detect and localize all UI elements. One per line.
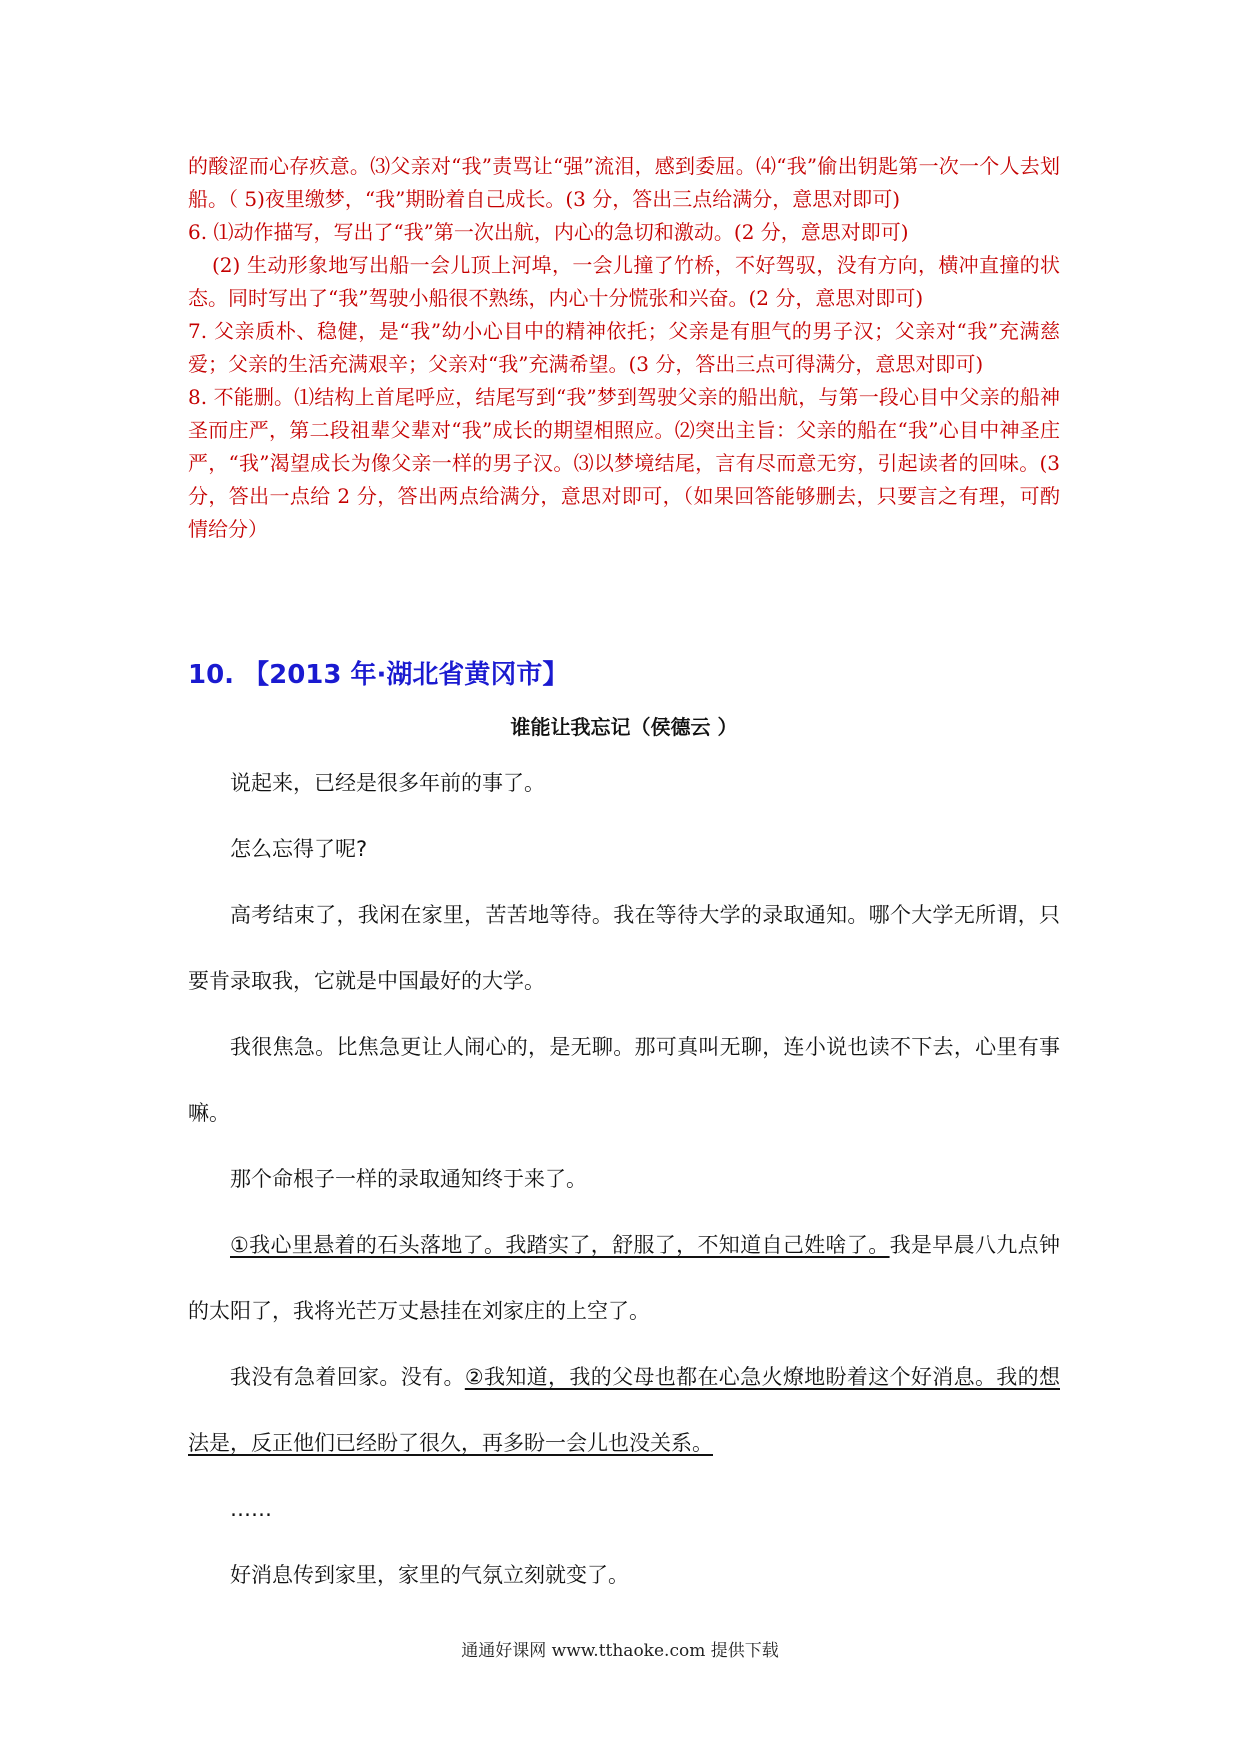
story-paragraph: 好消息传到家里，家里的气氛立刻就变了。 (230, 1563, 629, 1587)
section-heading: 10. 【2013 年·湖北省黄冈市】 (188, 660, 569, 690)
story-text: 我没有急着回家。没有。 (230, 1365, 465, 1389)
underlined-sentence-1: ①我心里悬着的石头落地了。我踏实了，舒服了，不知道自己姓啥了。 (230, 1233, 890, 1257)
story-paragraph: 那个命根子一样的录取通知终于来了。 (230, 1167, 587, 1191)
answer-q5-continued: 的酸涩而心存疚意。⑶父亲对“我”责骂让“强”流泪，感到委屈。⑷“我”偷出钥匙第一次一个人去划 船。（ 5)夜里缴梦，“我”期盼着自己成长。(3 分，答出三点给满分，意思对即可) (188, 154, 1060, 211)
answer-q6-part2: (2) 生动形象地写出船一会儿顶上河埠，一会儿撞了竹桥，不好驾驭，没有方向，横冲直撞的状态。同时写出了“我”驾驶小船很不熟练，内心十分慌张和兴奋。(2 分，意思对即可) (188, 253, 1060, 310)
answer-q6-part1: 6. ⑴动作描写，写出了“我”第一次出航，内心的急切和激动。(2 分，意思对即可) (188, 220, 909, 244)
story-paragraph (188, 1344, 1060, 1476)
answer-q8: 8. 不能删。⑴结构上首尾呼应，结尾写到“我”梦到驾驶父亲的船出航，与第一段心目中父亲的船神圣而庄严，第二段祖辈父辈对“我”成长的期望相照应。⑵突出主旨：父亲的船在“我”心目中神圣庄严，“我”渴望成长为像父亲一样的男子汉。⑶以梦境结尾，言有尽而意无穷，引起读者的回味。(3 分，答出一点给 2 分，答出两点给满分，意思对即可，（如果回答能够删去，只要言之有理，可酌情给分） (188, 385, 1060, 541)
story-paragraph: 怎么忘得了呢? (230, 837, 368, 861)
story-body (188, 750, 1060, 1608)
document-page (188, 0, 1060, 1754)
page-footer: 通通好课网 www.tthaoke.com 提供下载 (461, 1641, 779, 1661)
story-paragraph: 我很焦急。比焦急更让人闹心的，是无聊。那可真叫无聊，连小说也读不下去，心里有事嘛。 (188, 1035, 1060, 1125)
story-paragraph: 说起来，已经是很多年前的事了。 (230, 771, 545, 795)
story-title: 谁能让我忘记（侯德云 ） (510, 715, 738, 739)
answer-key (188, 150, 1060, 546)
story-paragraph: 高考结束了，我闲在家里，苦苦地等待。我在等待大学的录取通知。哪个大学无所谓，只要肯录取我，它就是中国最好的大学。 (188, 903, 1060, 993)
story-ellipsis: …… (230, 1497, 272, 1521)
story-paragraph (188, 1212, 1060, 1344)
story-text: 我是早晨八九点钟的太阳了，我将光芒万丈悬挂在刘家庄的上空了。 (188, 1233, 1061, 1323)
underlined-sentence-2: ②我知道，我的父母也都在心急火燎地盼着这个好消息。我的想法是，反正他们已经盼了很久，再多盼一会儿也没关系。 (188, 1365, 1060, 1455)
answer-q7: 7. 父亲质朴、稳健，是“我”幼小心目中的精神依托；父亲是有胆气的男子汉；父亲对“我”充满慈爱；父亲的生活充满艰辛；父亲对“我”充满希望。(3 分，答出三点可得满分，意思对即可) (188, 319, 1060, 376)
